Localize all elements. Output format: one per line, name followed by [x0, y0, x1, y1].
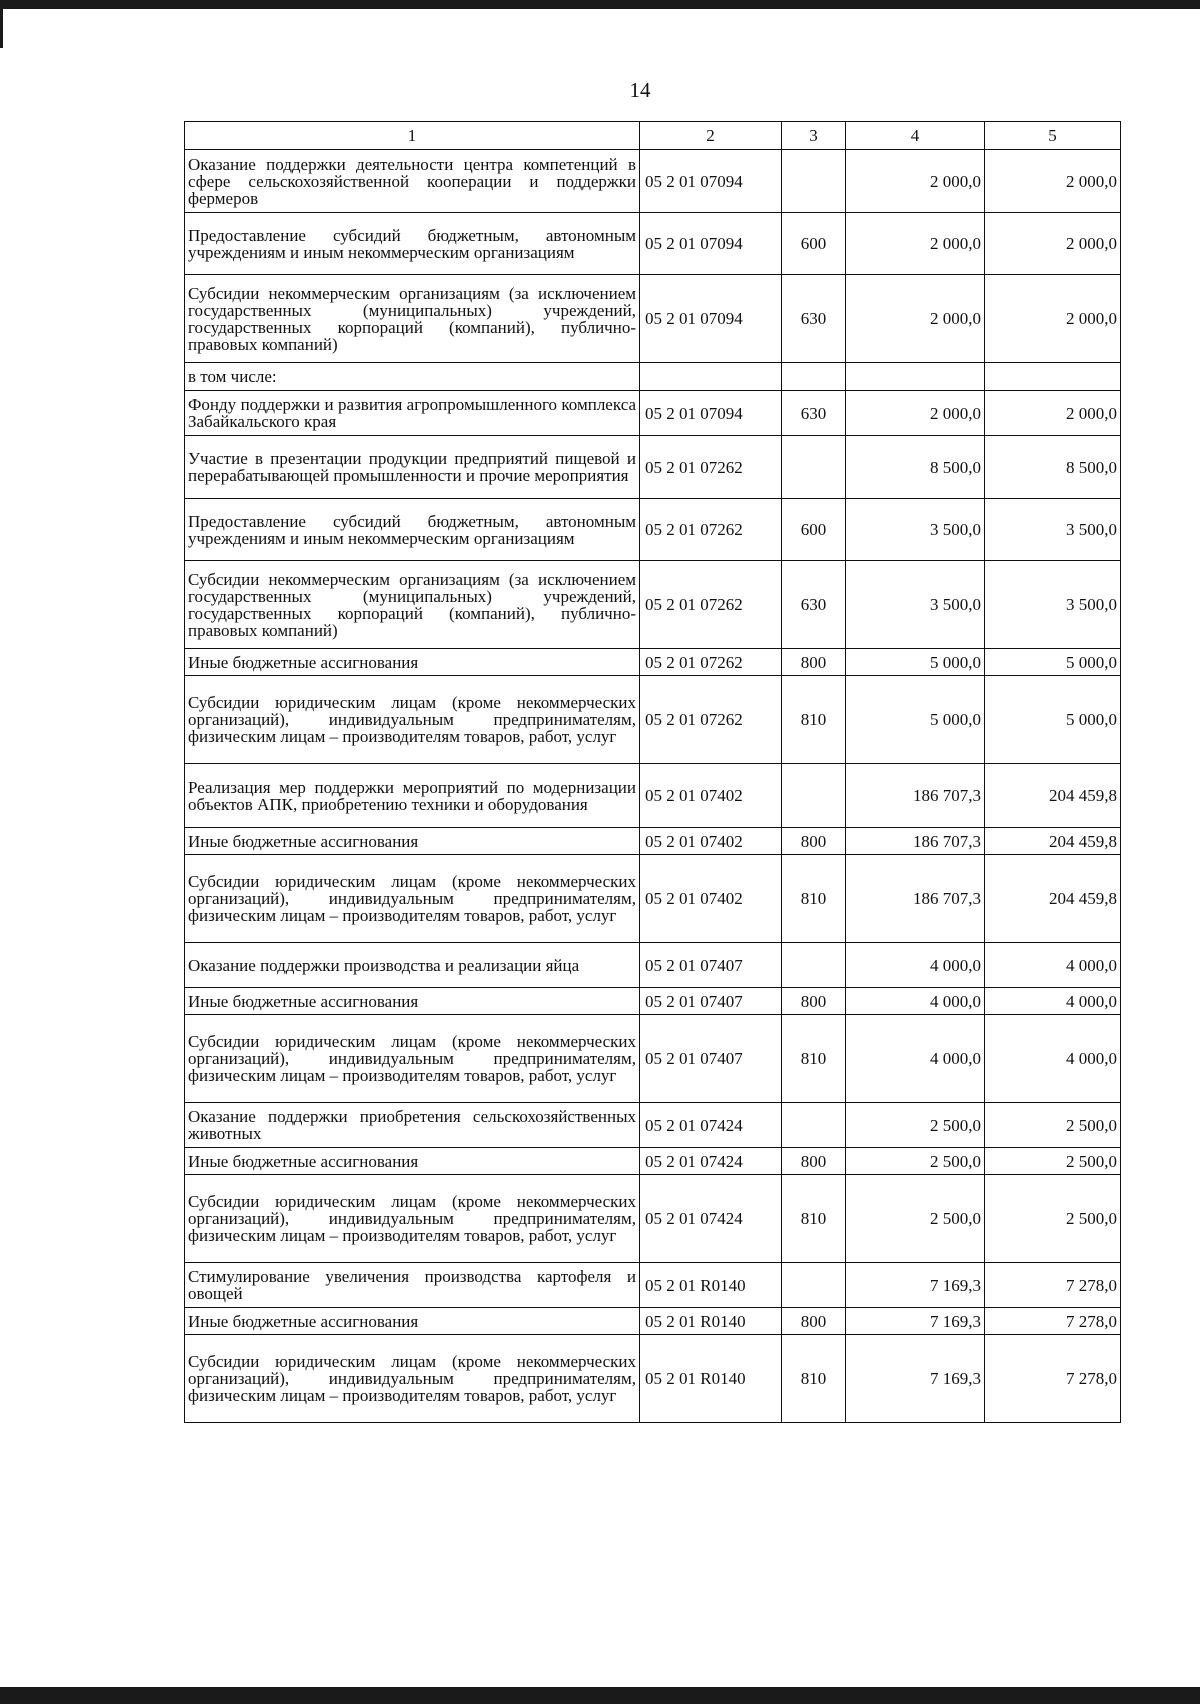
- row-code: 05 2 01 07262: [640, 561, 782, 649]
- scan-edge-top: [0, 0, 1200, 9]
- row-code: 05 2 01 07402: [640, 828, 782, 855]
- row-name: Иные бюджетные ассигнования: [185, 828, 640, 855]
- row-amount-year-2: 7 278,0: [985, 1335, 1121, 1423]
- header-col-4: 4: [846, 122, 985, 150]
- row-amount-year-1: 4 000,0: [846, 943, 985, 988]
- row-amount-year-1: 7 169,3: [846, 1263, 985, 1308]
- row-code: 05 2 01 07407: [640, 943, 782, 988]
- table-row: [185, 499, 1121, 561]
- table-row: [185, 943, 1121, 988]
- row-amount-year-1: 186 707,3: [846, 828, 985, 855]
- row-code: 05 2 01 07094: [640, 391, 782, 436]
- row-name: Субсидии юридическим лицам (кроме некоммерческих организаций), индивидуальным предпринимателям, физическим лицам – производителям товаров, работ, услуг: [185, 676, 640, 764]
- row-code: 05 2 01 07402: [640, 764, 782, 828]
- row-amount-year-2: 204 459,8: [985, 764, 1121, 828]
- table-row: [185, 363, 1121, 391]
- row-code: 05 2 01 07094: [640, 150, 782, 213]
- row-amount-year-2: 4 000,0: [985, 1015, 1121, 1103]
- row-expense-type: [782, 1103, 846, 1148]
- row-amount-year-2: 204 459,8: [985, 828, 1121, 855]
- row-expense-type: 630: [782, 275, 846, 363]
- row-expense-type: [782, 943, 846, 988]
- row-amount-year-1: 2 000,0: [846, 275, 985, 363]
- row-amount-year-2: 2 000,0: [985, 275, 1121, 363]
- row-expense-type: 810: [782, 1015, 846, 1103]
- row-amount-year-2: 3 500,0: [985, 561, 1121, 649]
- row-expense-type: 630: [782, 561, 846, 649]
- table-row: [185, 391, 1121, 436]
- table-row: [185, 436, 1121, 499]
- row-amount-year-1: 3 500,0: [846, 499, 985, 561]
- row-code: 05 2 01 07262: [640, 649, 782, 676]
- row-name: Предоставление субсидий бюджетным, автономным учреждениям и иным некоммерческим организациям: [185, 213, 640, 275]
- header-col-1: 1: [185, 122, 640, 150]
- row-amount-year-1: 186 707,3: [846, 764, 985, 828]
- row-code: 05 2 01 07424: [640, 1148, 782, 1175]
- row-amount-year-2: 5 000,0: [985, 649, 1121, 676]
- row-expense-type: 810: [782, 855, 846, 943]
- table-row: [185, 676, 1121, 764]
- row-expense-type: [782, 436, 846, 499]
- row-amount-year-2: 2 000,0: [985, 391, 1121, 436]
- row-amount-year-2: 2 500,0: [985, 1103, 1121, 1148]
- row-expense-type: 810: [782, 1335, 846, 1423]
- row-code: [640, 363, 782, 391]
- row-expense-type: 630: [782, 391, 846, 436]
- table-row: [185, 1308, 1121, 1335]
- row-name: в том числе:: [185, 363, 640, 391]
- table-row: [185, 764, 1121, 828]
- header-row: [185, 122, 1121, 150]
- row-expense-type: 810: [782, 676, 846, 764]
- row-name: Предоставление субсидий бюджетным, автономным учреждениям и иным некоммерческим организациям: [185, 499, 640, 561]
- row-amount-year-2: 7 278,0: [985, 1263, 1121, 1308]
- row-expense-type: [782, 1263, 846, 1308]
- page-number: 14: [629, 78, 651, 102]
- row-name: Оказание поддержки деятельности центра компетенций в сфере сельскохозяйственной кооперации и поддержки фермеров: [185, 150, 640, 213]
- row-amount-year-1: 2 000,0: [846, 213, 985, 275]
- row-code: 05 2 01 07424: [640, 1103, 782, 1148]
- row-expense-type: 800: [782, 1308, 846, 1335]
- row-code: 05 2 01 07262: [640, 436, 782, 499]
- row-amount-year-1: 2 000,0: [846, 150, 985, 213]
- row-name: Фонду поддержки и развития агропромышленного комплекса Забайкальского края: [185, 391, 640, 436]
- row-amount-year-1: 2 500,0: [846, 1175, 985, 1263]
- row-amount-year-1: 7 169,3: [846, 1308, 985, 1335]
- row-amount-year-1: 5 000,0: [846, 676, 985, 764]
- row-amount-year-2: 2 000,0: [985, 213, 1121, 275]
- row-code: 05 2 01 07407: [640, 988, 782, 1015]
- row-code: 05 2 01 R0140: [640, 1308, 782, 1335]
- row-amount-year-1: 4 000,0: [846, 1015, 985, 1103]
- table-row: [185, 275, 1121, 363]
- row-name: Субсидии юридическим лицам (кроме некоммерческих организаций), индивидуальным предпринимателям, физическим лицам – производителям товаров, работ, услуг: [185, 855, 640, 943]
- row-expense-type: 600: [782, 499, 846, 561]
- row-expense-type: 800: [782, 649, 846, 676]
- row-name: Реализация мер поддержки мероприятий по модернизации объектов АПК, приобретению техники и оборудования: [185, 764, 640, 828]
- row-name: Оказание поддержки приобретения сельскохозяйственных животных: [185, 1103, 640, 1148]
- row-amount-year-1: 2 500,0: [846, 1148, 985, 1175]
- row-amount-year-2: 7 278,0: [985, 1308, 1121, 1335]
- row-amount-year-1: 186 707,3: [846, 855, 985, 943]
- row-amount-year-2: 4 000,0: [985, 943, 1121, 988]
- row-amount-year-1: [846, 363, 985, 391]
- row-amount-year-2: 5 000,0: [985, 676, 1121, 764]
- row-amount-year-2: 2 500,0: [985, 1175, 1121, 1263]
- table-row: [185, 1148, 1121, 1175]
- row-expense-type: 800: [782, 828, 846, 855]
- row-amount-year-2: 3 500,0: [985, 499, 1121, 561]
- scan-edge-bottom: [0, 1687, 1200, 1704]
- row-code: 05 2 01 R0140: [640, 1263, 782, 1308]
- row-name: Субсидии некоммерческим организациям (за исключением государственных (муниципальных) учреждений, государственных корпораций (компаний), публично-правовых компаний): [185, 561, 640, 649]
- row-code: 05 2 01 07262: [640, 499, 782, 561]
- row-code: 05 2 01 R0140: [640, 1335, 782, 1423]
- scan-edge-left: [0, 0, 3, 48]
- row-amount-year-2: 2 500,0: [985, 1148, 1121, 1175]
- row-amount-year-1: 2 000,0: [846, 391, 985, 436]
- row-name: Иные бюджетные ассигнования: [185, 988, 640, 1015]
- row-expense-type: 810: [782, 1175, 846, 1263]
- row-name: Иные бюджетные ассигнования: [185, 1308, 640, 1335]
- table-row: [185, 1335, 1121, 1423]
- row-name: Стимулирование увеличения производства картофеля и овощей: [185, 1263, 640, 1308]
- row-name: Субсидии юридическим лицам (кроме некоммерческих организаций), индивидуальным предпринимателям, физическим лицам – производителям товаров, работ, услуг: [185, 1015, 640, 1103]
- row-amount-year-1: 2 500,0: [846, 1103, 985, 1148]
- row-code: 05 2 01 07094: [640, 213, 782, 275]
- table-row: [185, 649, 1121, 676]
- row-amount-year-2: 4 000,0: [985, 988, 1121, 1015]
- row-code: 05 2 01 07402: [640, 855, 782, 943]
- row-code: 05 2 01 07094: [640, 275, 782, 363]
- table-row: [185, 828, 1121, 855]
- row-amount-year-1: 3 500,0: [846, 561, 985, 649]
- table-row: [185, 213, 1121, 275]
- row-name: Субсидии юридическим лицам (кроме некоммерческих организаций), индивидуальным предпринимателям, физическим лицам – производителям товаров, работ, услуг: [185, 1175, 640, 1263]
- table-row: [185, 855, 1121, 943]
- row-amount-year-1: 8 500,0: [846, 436, 985, 499]
- header-col-3: 3: [782, 122, 846, 150]
- row-code: 05 2 01 07262: [640, 676, 782, 764]
- row-amount-year-1: 5 000,0: [846, 649, 985, 676]
- row-expense-type: [782, 150, 846, 213]
- row-expense-type: [782, 764, 846, 828]
- row-name: Субсидии юридическим лицам (кроме некоммерческих организаций), индивидуальным предпринимателям, физическим лицам – производителям товаров, работ, услуг: [185, 1335, 640, 1423]
- row-amount-year-2: [985, 363, 1121, 391]
- table-row: [185, 1263, 1121, 1308]
- header-col-2: 2: [640, 122, 782, 150]
- row-name: Участие в презентации продукции предприятий пищевой и перерабатывающей промышленности и прочие мероприятия: [185, 436, 640, 499]
- row-amount-year-1: 4 000,0: [846, 988, 985, 1015]
- header-col-5: 5: [985, 122, 1121, 150]
- row-amount-year-1: 7 169,3: [846, 1335, 985, 1423]
- budget-table: [184, 121, 1121, 1423]
- row-code: 05 2 01 07424: [640, 1175, 782, 1263]
- row-amount-year-2: 8 500,0: [985, 436, 1121, 499]
- table-row: [185, 150, 1121, 213]
- row-amount-year-2: 2 000,0: [985, 150, 1121, 213]
- row-name: Оказание поддержки производства и реализации яйца: [185, 943, 640, 988]
- table-row: [185, 561, 1121, 649]
- row-expense-type: 600: [782, 213, 846, 275]
- table-row: [185, 1175, 1121, 1263]
- table-row: [185, 1103, 1121, 1148]
- row-name: Иные бюджетные ассигнования: [185, 649, 640, 676]
- table-row: [185, 988, 1121, 1015]
- row-expense-type: [782, 363, 846, 391]
- row-name: Субсидии некоммерческим организациям (за исключением государственных (муниципальных) учреждений, государственных корпораций (компаний), публично-правовых компаний): [185, 275, 640, 363]
- row-name: Иные бюджетные ассигнования: [185, 1148, 640, 1175]
- row-amount-year-2: 204 459,8: [985, 855, 1121, 943]
- table-row: [185, 1015, 1121, 1103]
- row-expense-type: 800: [782, 1148, 846, 1175]
- row-code: 05 2 01 07407: [640, 1015, 782, 1103]
- table-body: [185, 150, 1121, 1423]
- row-expense-type: 800: [782, 988, 846, 1015]
